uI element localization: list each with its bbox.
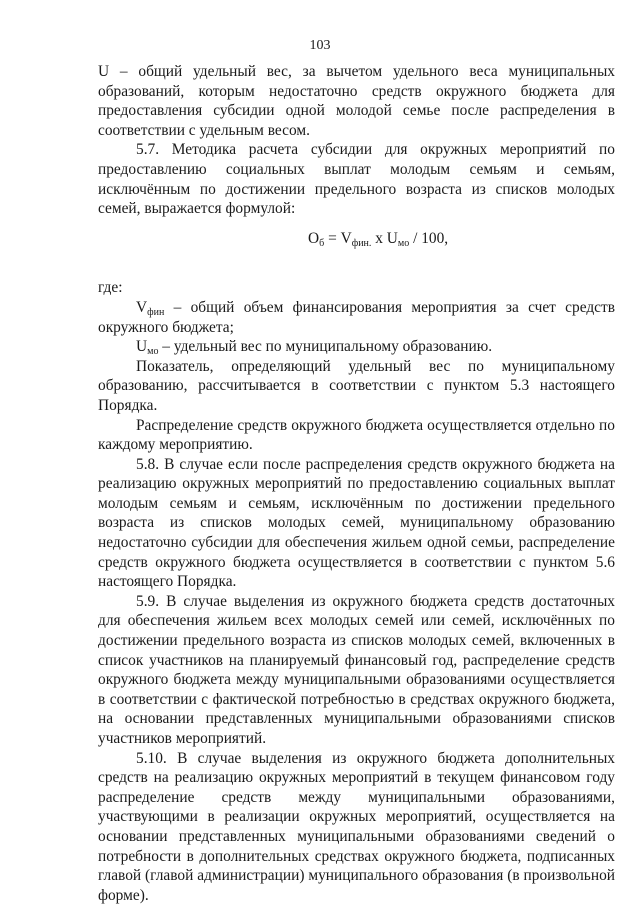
subsidy-formula xyxy=(98,229,615,249)
where-label: где: xyxy=(98,279,123,297)
formula-eq-v: = V xyxy=(324,229,352,247)
paragraph-5-9: 5.9. В случае выделения из окружного бюджета средств достаточных для обеспечения жильем всех молодых семей или семей, исключённых по достижении предельного возраста из списков молодых семей, включенных в список участников на планируемый финансовый год, распределение средств окружного бюджета между муниципальными образованиями осуществляется в соответствии с фактической потребностью в средствах окружного бюджета, на основании представленных муниципальными образованиями списков участников мероприятий. xyxy=(98,592,615,747)
paragraph-indicator: Показатель, определяющий удельный вес по муниципальному образованию, рассчитывается в соответствии с пунктом 5.3 настоящего Порядка. xyxy=(98,357,615,414)
paragraph-5-10: 5.10. В случае выделения из окружного бюджета дополнительных средств на реализацию окружных мероприятий в текущем финансовом году распределение средств между муниципальными образованиями, участвующими в реализации окружных мероприятий, осуществляется на основании представленных муниципальными образованиями сведений о потребности в дополнительных средствах окружного бюджета, подписанных главой (главой администрации) муниципального образования (в произвольной форме). xyxy=(98,749,615,904)
def-v-text: – общий объем финансирования мероприятия за счет средств окружного бюджета; xyxy=(98,298,615,336)
document-body xyxy=(98,62,615,905)
definition-v-fin xyxy=(98,298,615,337)
def-v-symbol: V xyxy=(136,298,148,316)
def-u-text: – удельный вес по муниципальному образованию. xyxy=(158,338,493,356)
formula-u-subscript: мо xyxy=(397,237,410,249)
formula-v-subscript: фин. xyxy=(351,237,372,249)
def-u-subscript: мо xyxy=(147,346,159,358)
paragraph-5-7: 5.7. Методика расчета субсидии для окружных мероприятий по предоставлению социальных выплат молодым семьям и семьям, исключённым по достижении предельного возраста из списков молодых семей, выражается формулой: xyxy=(98,141,615,218)
def-v-subscript: фин xyxy=(147,306,165,318)
formula-o-subscript: б xyxy=(319,237,325,249)
definition-u-mo xyxy=(98,337,615,357)
def-u-symbol: U xyxy=(136,338,148,356)
formula-tail: / 100, xyxy=(409,229,449,247)
paragraph-distribution: Распределение средств окружного бюджета осуществляется отдельно по каждому мероприятию. xyxy=(98,416,615,454)
paragraph-5-8: 5.8. В случае если после распределения средств окружного бюджета на реализацию окружных мероприятий по предоставлению социальных выплат молодым семьям и семьям, исключённым по достижении предельного возраста из списков молодых семей, муниципальному образованию недостаточно субсидии для обеспечения жильем одной семьи, распределение средств окружного бюджета осуществляется в соответствии с пунктом 5.6 настоящего Порядка. xyxy=(98,455,615,591)
formula-o: О xyxy=(308,229,320,247)
page-number: 103 xyxy=(309,38,331,53)
paragraph-u-definition: U – общий удельный вес, за вычетом удельного веса муниципальных образований, которым недостаточно средств окружного бюджета для предоставления субсидии одной молодой семье после распределения в соответствии с удельным весом. xyxy=(98,63,615,139)
formula-x-u: х U xyxy=(371,229,398,247)
